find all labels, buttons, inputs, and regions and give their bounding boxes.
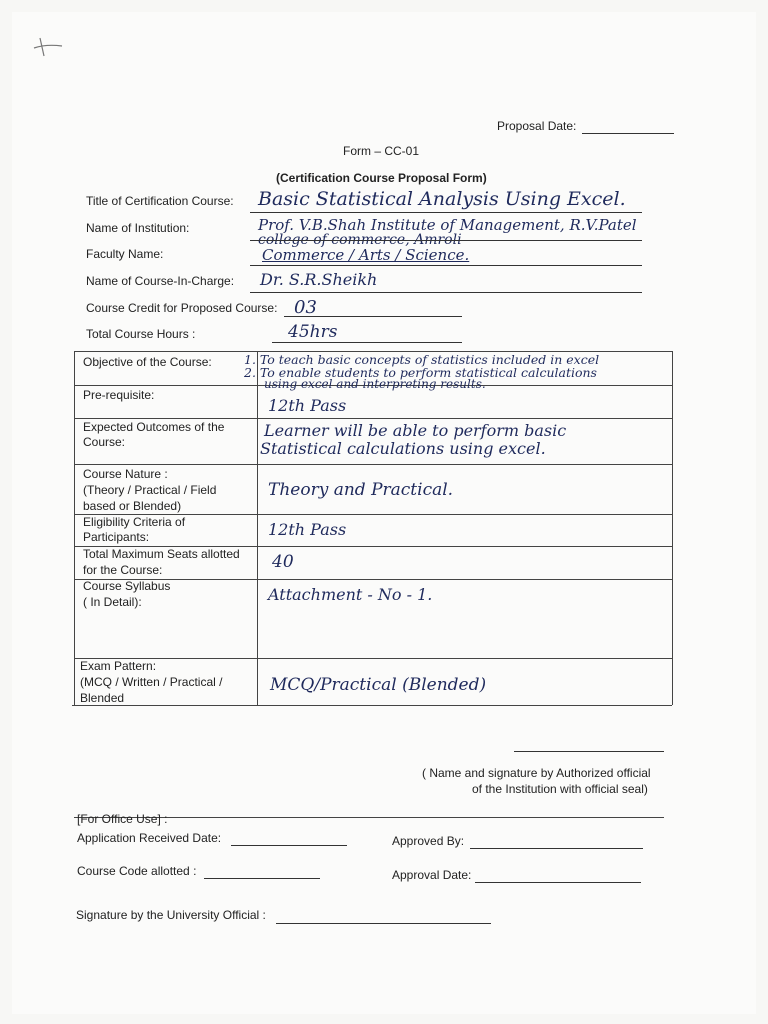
authorized-signature-caption-1: ( Name and signature by Authorized official [422, 766, 651, 780]
incharge-line [250, 292, 642, 293]
university-signature-label: Signature by the University Official : [76, 908, 266, 922]
hours-label: Total Course Hours : [86, 327, 196, 341]
hours-line [272, 342, 462, 343]
pencil-mark [30, 34, 70, 64]
exam-label-2: (MCQ / Written / Practical / [80, 675, 223, 689]
table-rule-7 [74, 658, 672, 659]
table-border-bottom [72, 705, 672, 706]
credit-line [284, 316, 462, 317]
institution-value-line1: Prof. V.B.Shah Institute of Management, R.V.Patel [258, 216, 637, 234]
form-subtitle: (Certification Course Proposal Form) [276, 171, 487, 185]
prereq-label: Pre-requisite: [83, 388, 155, 402]
office-use-heading: [For Office Use] : [77, 812, 168, 826]
faculty-label: Faculty Name: [86, 247, 164, 261]
form-number: Form – CC-01 [343, 144, 420, 158]
table-border-left [74, 351, 75, 705]
faculty-value: Commerce / Arts / Science. [262, 246, 470, 264]
credit-value: 03 [294, 297, 317, 318]
syllabus-label-2: ( In Detail): [83, 595, 142, 609]
table-divider [257, 351, 258, 705]
objective-line2: 2. To enable students to perform statistical calculations [244, 365, 597, 380]
nature-value: Theory and Practical. [268, 480, 454, 500]
incharge-label: Name of Course-In-Charge: [86, 274, 235, 288]
objective-line1: 1. To teach basic concepts of statistics included in excel [244, 352, 600, 367]
received-date-line[interactable] [231, 845, 347, 846]
proposal-date-line[interactable] [582, 133, 674, 134]
course-code-line[interactable] [204, 878, 320, 879]
faculty-line [250, 265, 642, 266]
exam-value: MCQ/Practical (Blended) [270, 675, 487, 695]
nature-label-3: based or Blended) [83, 499, 182, 513]
table-rule-2 [74, 418, 672, 419]
seats-label-1: Total Maximum Seats allotted [83, 547, 240, 561]
hours-value: 45hrs [288, 322, 338, 342]
authorized-signature-line[interactable] [514, 751, 664, 752]
approval-date-label: Approval Date: [392, 868, 472, 882]
proposal-date-label: Proposal Date: [497, 119, 577, 133]
eligibility-label-2: Participants: [83, 530, 150, 544]
received-date-label: Application Received Date: [77, 831, 222, 845]
credit-label: Course Credit for Proposed Course: [86, 301, 278, 315]
incharge-value: Dr. S.R.Sheikh [260, 270, 378, 289]
outcomes-label-2: Course: [83, 435, 126, 449]
approved-by-line[interactable] [470, 848, 643, 849]
title-line [250, 212, 642, 213]
syllabus-label-1: Course Syllabus [83, 579, 171, 593]
institution-line [250, 240, 642, 241]
eligibility-label-1: Eligibility Criteria of [83, 515, 186, 529]
prereq-value: 12th Pass [268, 396, 347, 415]
nature-label-2: (Theory / Practical / Field [83, 483, 217, 497]
table-border-right [672, 351, 673, 705]
title-label: Title of Certification Course: [86, 194, 234, 208]
outcomes-value-1: Learner will be able to perform basic [264, 421, 567, 440]
eligibility-value: 12th Pass [268, 520, 347, 539]
objective-line3: using excel and interpreting results. [264, 377, 486, 391]
table-rule-3 [74, 464, 672, 465]
outcomes-label-1: Expected Outcomes of the [83, 420, 225, 434]
seats-label-2: for the Course: [83, 563, 163, 577]
institution-label: Name of Institution: [86, 221, 190, 235]
approval-date-line[interactable] [475, 882, 641, 883]
outcomes-value-2: Statistical calculations using excel. [260, 439, 546, 458]
institution-value-line2: college of commerce, Amroli [258, 232, 462, 248]
nature-label-1: Course Nature : [83, 467, 168, 481]
seats-value: 40 [272, 552, 294, 572]
course-code-label: Course Code allotted : [77, 864, 197, 878]
university-signature-line[interactable] [276, 923, 491, 924]
approved-by-label: Approved By: [392, 834, 465, 848]
title-value: Basic Statistical Analysis Using Excel. [258, 188, 626, 210]
objective-label: Objective of the Course: [83, 355, 212, 369]
authorized-signature-caption-2: of the Institution with official seal) [472, 782, 648, 796]
exam-label-1: Exam Pattern: [80, 659, 157, 673]
syllabus-value: Attachment - No - 1. [268, 585, 433, 604]
exam-label-3: Blended [80, 691, 125, 705]
